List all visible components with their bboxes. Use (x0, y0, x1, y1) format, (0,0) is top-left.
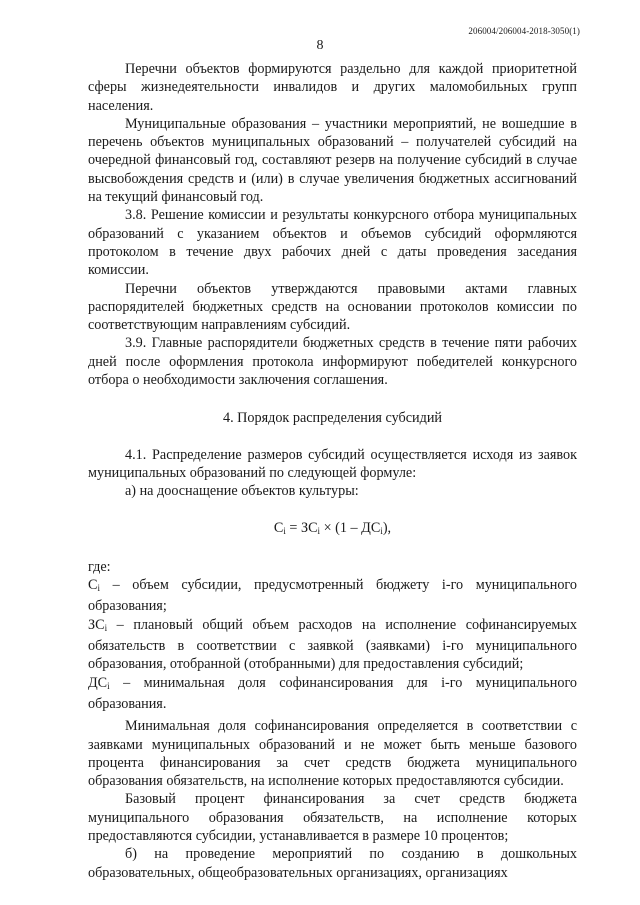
document-id: 206004/206004-2018-3050(1) (468, 26, 580, 36)
definition-zci: $ЗС_i$ – плановый общий объем расходов на исполнение софинансируемых обязательств в соответствии с заявкой (заявками) i-го муниципального образования, отобранной (отобранными) для предоставления субсидий; (88, 616, 577, 673)
paragraph: Перечни объектов формируются раздельно для каждой приоритетной сферы жизнедеятельности инвалидов и других маломобильных групп населения. (88, 61, 577, 114)
formula: $С_i = ЗС_i \times (1 - ДС_i)$, (273, 519, 392, 536)
page-number: 8 (316, 38, 324, 53)
definition-ci: $С_i$ – объем субсидии, предусмотренный бюджету i-го муниципального образования; (88, 577, 577, 615)
definition-dci: $ДС_i$ – минимальная доля софинансирования для i-го муниципального образования. (88, 674, 577, 712)
section-heading: 4. Порядок распределения субсидий (222, 410, 443, 427)
paragraph: 4.1. Распределение размеров субсидий осуществляется исходя из заявок муниципальных образований по следующей формуле: (88, 446, 577, 481)
paragraph: Перечни объектов утверждаются правовыми актами главных распорядителей бюджетных средств на основании протоколов комиссии по соответствующим направлениям субсидий. (88, 280, 577, 334)
paragraph: Муниципальные образования – участники мероприятий, не вошедшие в перечень объектов муниципальных образований – получателей субсидий на очередной финансовый год, составляют резерв на получение субсидий в случае высвобождения средств и (или) в случае увеличения бюджетных ассигнований на текущий финансовый год. (88, 115, 577, 206)
paragraph: 3.9. Главные распорядители бюджетных средств в течение пяти рабочих дней после оформления протокола информируют победителей конкурсного отбора о необходимости заключения соглашения. (88, 335, 577, 389)
paragraph: а) на дооснащение объектов культуры: (125, 483, 359, 500)
where-label: где: (88, 558, 111, 575)
paragraph: Базовый процент финансирования за счет средств бюджета муниципального образования обязательств, на исполнение которых предоставляются субсидии, устанавливается в размере 10 процентов; (88, 791, 577, 844)
paragraph: б) на проведение мероприятий по созданию в дошкольных образовательных, общеобразовательных организациях, организациях (88, 846, 577, 881)
paragraph: 3.8. Решение комиссии и результаты конкурсного отбора муниципальных образований с указанием объектов и объемов субсидий оформляются протоколом в течение двух рабочих дней с даты проведения заседания комиссии. (88, 207, 577, 279)
document-body (88, 60, 577, 882)
paragraph: Минимальная доля софинансирования определяется в соответствии с заявками муниципальных образований и не может быть меньше базового процента финансирования за счет средств бюджета муниципального образования обязательств, на исполнение которых предоставляются субсидии. (88, 718, 577, 790)
